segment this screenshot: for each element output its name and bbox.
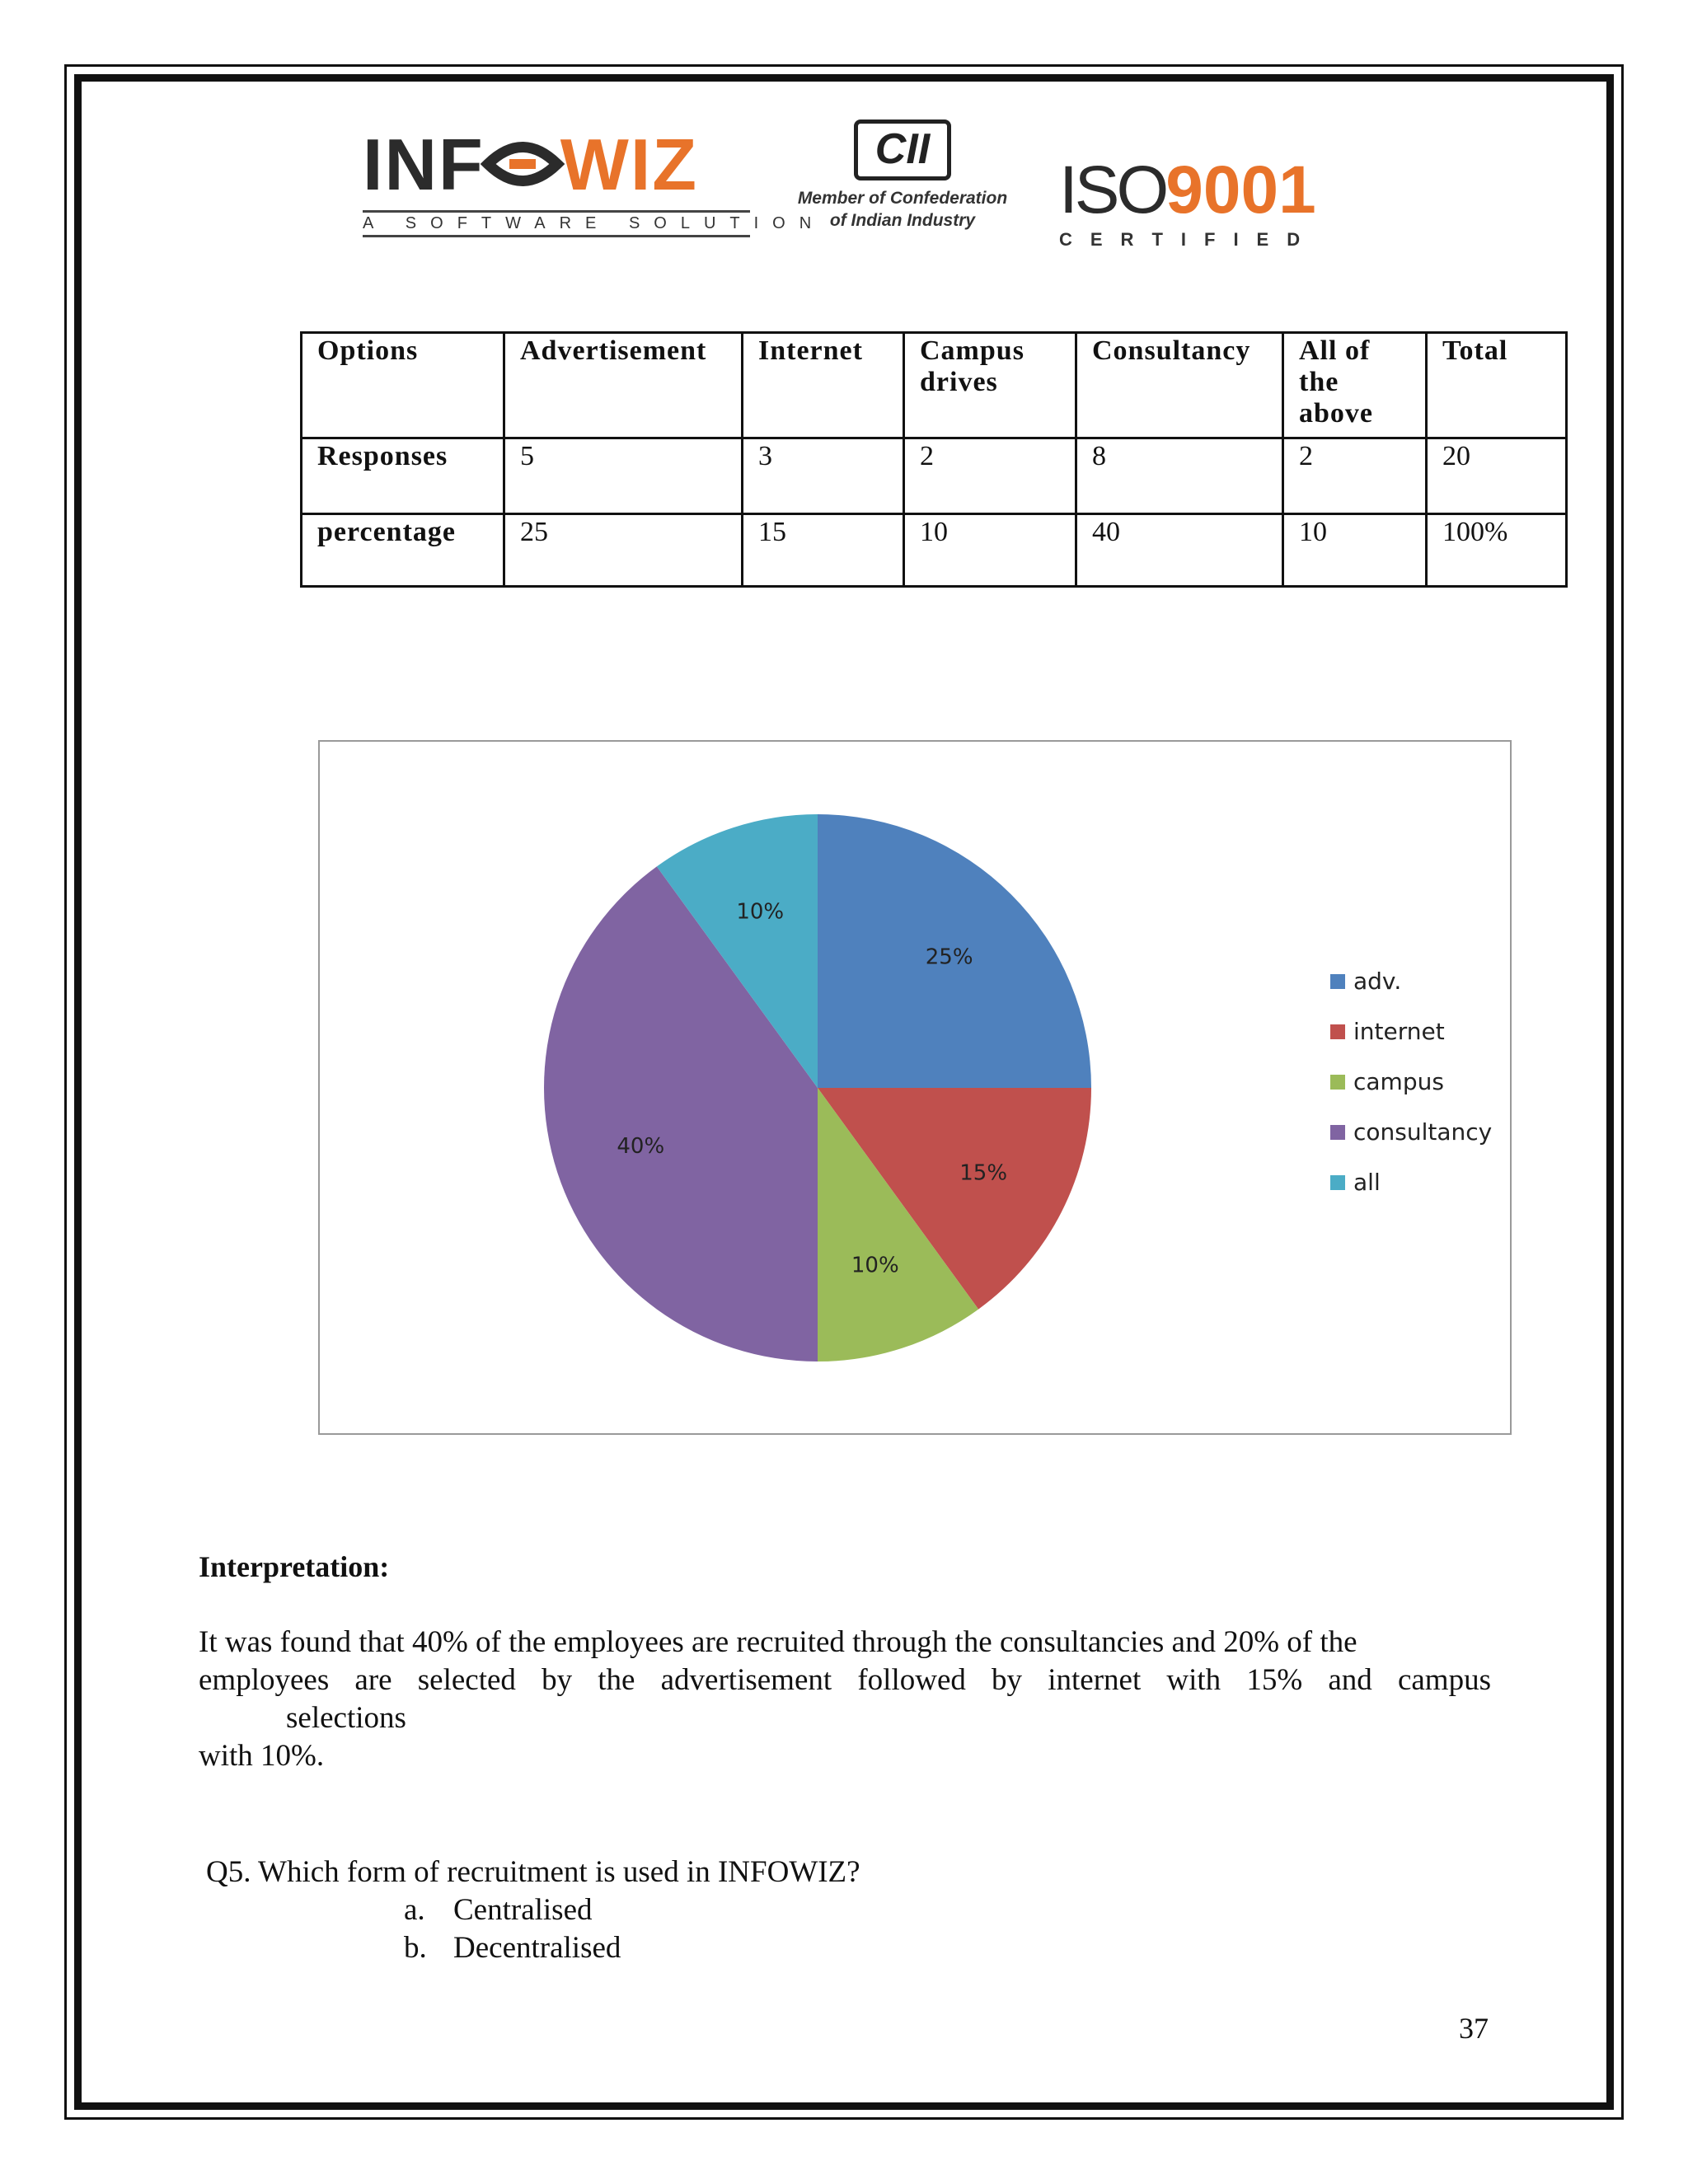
legend-label: adv. — [1353, 968, 1402, 995]
interpretation-title: Interpretation: — [199, 1550, 390, 1583]
page-number: 37 — [1459, 2012, 1489, 2045]
table-header-cell: Options — [302, 333, 504, 438]
infowiz-logo-orange: WIZ — [560, 124, 699, 205]
question-option — [404, 1930, 621, 1966]
interpretation-line: It was found that 40% of the employees are recruited through the consultancies and 20% of the — [199, 1625, 1357, 1659]
table-row-label: Responses — [302, 438, 504, 514]
legend-swatch — [1330, 1024, 1345, 1039]
pie-data-label: 25% — [925, 944, 973, 970]
interpretation-line: employees are selected by the advertisement followed by internet with 15% and campus — [199, 1663, 1491, 1697]
legend-label: campus — [1353, 1068, 1444, 1095]
table-cell: 40 — [1076, 514, 1283, 587]
interpretation-line: with 10%. — [199, 1739, 325, 1773]
pie-data-label: 15% — [959, 1160, 1008, 1186]
question-text: Q5. Which form of recruitment is used in INFOWIZ? — [206, 1855, 860, 1889]
pie-data-label: 10% — [851, 1253, 899, 1278]
option-label: Decentralised — [453, 1931, 621, 1965]
option-marker: a. — [404, 1893, 425, 1927]
responses-table — [300, 331, 1568, 588]
table-cell: 15 — [743, 514, 904, 587]
table-row — [302, 438, 1567, 514]
table-header-cell: Internet — [743, 333, 904, 438]
table-cell: 10 — [904, 514, 1076, 587]
cii-line2: of Indian Industry — [829, 211, 976, 230]
legend-swatch — [1330, 1125, 1345, 1140]
iso-certified: CERTIFIED — [1059, 229, 1319, 250]
legend-label: all — [1353, 1169, 1381, 1196]
infowiz-eye-icon — [485, 135, 560, 193]
infowiz-tagline: A SOFTWARE SOLUTION — [363, 210, 750, 237]
option-marker: b. — [404, 1931, 427, 1965]
question-option — [404, 1892, 593, 1928]
table-header-cell: Advertisement — [504, 333, 743, 438]
iso-number: 9001 — [1165, 152, 1316, 227]
legend-swatch — [1330, 1075, 1345, 1090]
table-header-cell: All of the above — [1283, 333, 1427, 438]
option-label: Centralised — [453, 1893, 593, 1927]
cii-logo — [783, 120, 1022, 243]
table-cell: 8 — [1076, 438, 1283, 514]
table-row — [302, 514, 1567, 587]
pie-data-label: 40% — [617, 1133, 665, 1159]
interpretation-line: selections — [286, 1701, 406, 1735]
table-header-cell: Total — [1427, 333, 1567, 438]
legend-label: internet — [1353, 1018, 1445, 1045]
table-cell: 5 — [504, 438, 743, 514]
table-cell: 2 — [904, 438, 1076, 514]
infowiz-logo — [363, 124, 826, 239]
legend-label: consultancy — [1353, 1118, 1493, 1146]
legend-swatch — [1330, 974, 1345, 989]
infowiz-logo-dark: INF — [363, 124, 485, 205]
table-cell: 3 — [743, 438, 904, 514]
cii-line1: Member of Confederation — [797, 189, 1008, 208]
interpretation-text — [199, 1624, 1491, 1775]
table-header-cell: Campus drives — [904, 333, 1076, 438]
pie-chart — [318, 740, 1512, 1435]
pie-data-label: 10% — [736, 899, 785, 925]
table-row-label: percentage — [302, 514, 504, 587]
cii-mark: CII — [854, 120, 951, 180]
iso-logo — [1059, 152, 1339, 250]
pie-chart-svg — [320, 742, 1510, 1433]
table-cell: 20 — [1427, 438, 1567, 514]
table-cell: 10 — [1283, 514, 1427, 587]
table-cell: 25 — [504, 514, 743, 587]
table-cell: 2 — [1283, 438, 1427, 514]
legend-swatch — [1330, 1175, 1345, 1190]
table-cell: 100% — [1427, 514, 1567, 587]
table-header-row — [302, 333, 1567, 438]
iso-prefix: ISO — [1059, 152, 1166, 227]
table-header-cell: Consultancy — [1076, 333, 1283, 438]
